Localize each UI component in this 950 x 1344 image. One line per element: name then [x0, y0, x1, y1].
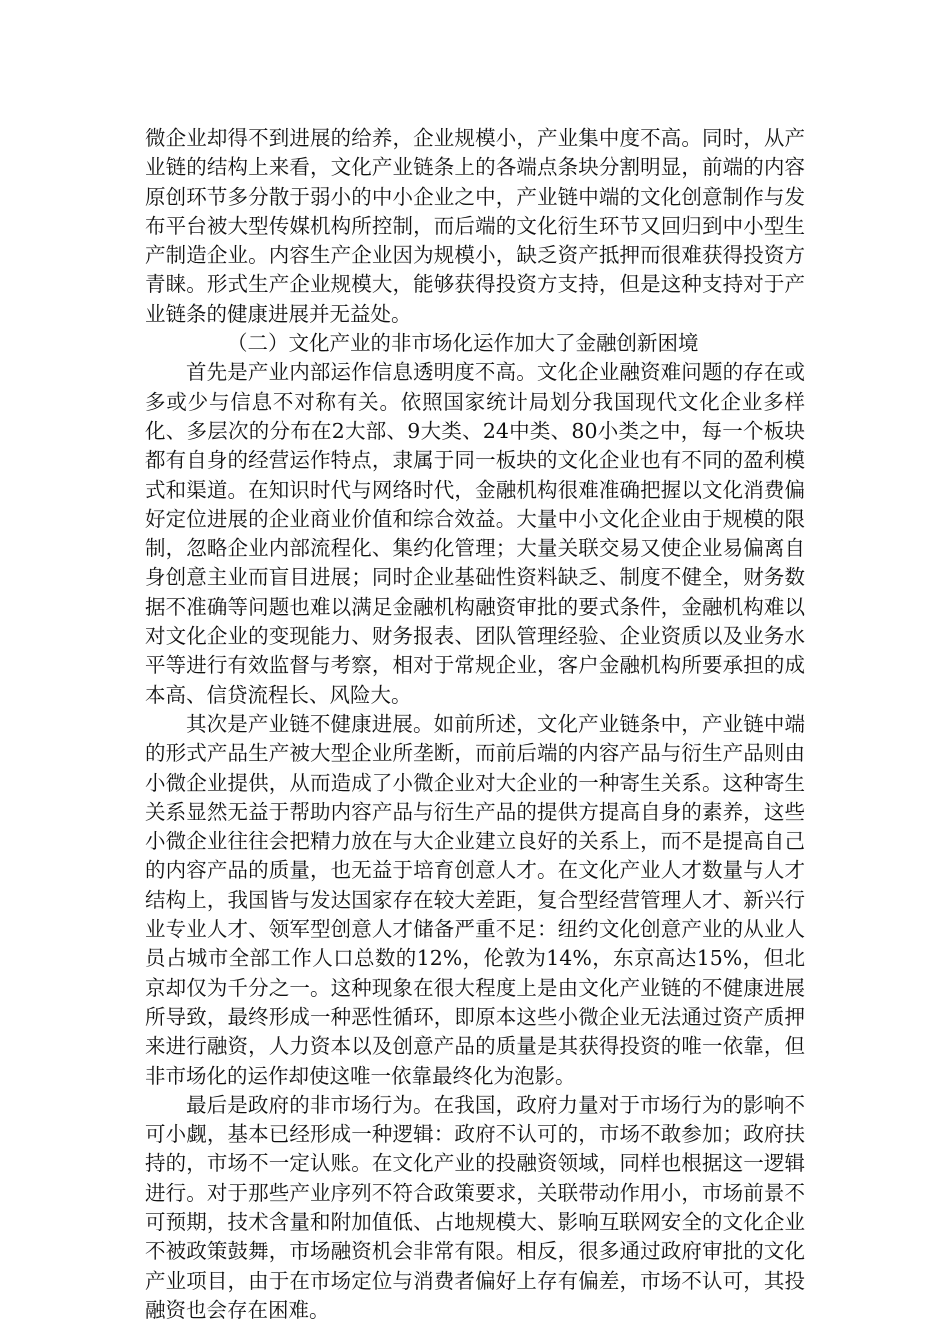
paragraph-government-behavior: 最后是政府的非市场行为。在我国，政府力量对于市场行为的影响不可小觑，基本已经形成一种逻辑：政府不认可的，市场不敢参加；政府扶持的，市场不一定认账。在文化产业的投融资领域，同样也根据这一逻辑进行。对于那些产业序列不符合政策要求，关联带动作用小，市场前景不可预期，技术含量和附加值低、占地规模大、影响互联网安全的文化企业不被政策鼓舞，市场融资机会非常有限。相反，很多通过政府审批的文化产业项目，由于在市场定位与消费者偏好上存有偏差，市场不认可，其投融资也会存在困难。 — [145, 1092, 805, 1322]
section-heading: （二）文化产业的非市场化运作加大了金融创新困境 — [227, 331, 699, 356]
paragraph-information-transparency: 首先是产业内部运作信息透明度不高。文化企业融资难问题的存在或多或少与信息不对称有关。依照国家统计局划分我国现代文化企业多样化、多层次的分布在2大部、9大类、24中类、80小类之中，每一个板块都有自身的经营运作特点，隶属于同一板块的文化企业也有不同的盈利模式和渠道。在知识时代与网络时代，金融机构很难准确把握以文化消费偏好定位进展的企业商业价值和综合效益。大量中小文化企业由于规模的限制，忽略企业内部流程化、集约化管理；大量关联交易又使企业易偏离自身创意主业而盲目进展；同时企业基础性资料缺乏、制度不健全，财务数据不准确等问题也难以满足金融机构融资审批的要式条件，金融机构难以对文化企业的变现能力、财务报表、团队管理经验、企业资质以及业务水平等进行有效监督与考察，相对于常规企业，客户金融机构所要承担的成本高、信贷流程长、风险大。 — [145, 360, 805, 707]
continuation-paragraph: 微企业却得不到进展的给养，企业规模小，产业集中度不高。同时，从产业链的结构上来看，文化产业链条上的各端点条块分割明显，前端的内容原创环节多分散于弱小的中小企业之中，产业链中端的文化创意制作与发布平台被大型传媒机构所控制，而后端的文化衍生环节又回归到中小型生产制造企业。内容生产企业因为规模小，缺乏资产抵押而很难获得投资方青睐。形式生产企业规模大，能够获得投资方支持，但是这种支持对于产业链条的健康进展并无益处。 — [145, 126, 805, 326]
document-body — [145, 124, 805, 1325]
paragraph-industry-chain: 其次是产业链不健康进展。如前所述，文化产业链条中，产业链中端的形式产品生产被大型企业所垄断，而前后端的内容产品与衍生产品则由小微企业提供，从而造成了小微企业对大企业的一种寄生关系。这种寄生关系显然无益于帮助内容产品与衍生产品的提供方提高自身的素养，这些小微企业往往会把精力放在与大企业建立良好的关系上，而不是提高自己的内容产品的质量，也无益于培育创意人才。在文化产业人才数量与人才结构上，我国皆与发达国家存在较大差距，复合型经营管理人才、新兴行业专业人才、领军型创意人才储备严重不足：纽约文化创意产业的从业人员占城市全部工作人口总数的12%，伦敦为14%，东京高达15%，但北京却仅为千分之一。这种现象在很大程度上是由文化产业链的不健康进展所导致，最终形成一种恶性循环，即原本这些小微企业无法通过资产质押来进行融资，人力资本以及创意产品的质量是其获得投资的唯一依靠，但非市场化的运作却使这唯一依靠最终化为泡影。 — [145, 711, 805, 1088]
